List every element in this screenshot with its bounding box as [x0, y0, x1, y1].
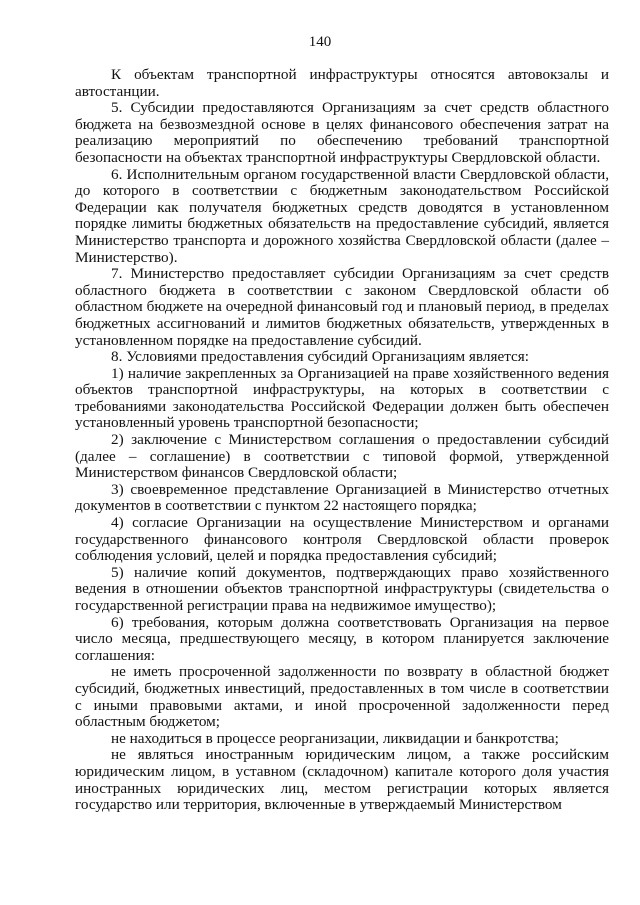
condition-5: 5) наличие копий документов, подтверждающих право хозяйственного ведения в отношении объектов транспортной инфраструктуры (свидетельства о государственной регистрации права на недвижимое имущество); — [75, 563, 609, 614]
condition-4: 4) согласие Организации на осуществление Министерством и органами государственного финансового контроля Свердловской области проверок соблюдения условий, целей и порядка предоставления субсидий; — [75, 514, 609, 565]
condition-6: 6) требования, которым должна соответствовать Организация на первое число месяца, предшествующего месяцу, в котором планируется заключение соглашения: — [75, 613, 609, 664]
paragraph-6-executive-body: 6. Исполнительным органом государственной власти Свердловской области, до которого в соответствии с бюджетным законодательством Российской Федерации как получателя бюджетных средств доводятся в установленном порядке лимиты бюджетных обязательств на предоставление субсидий, является Министерство транспорта и дорожного хозяйства Свердловской области (далее – Министерство). — [75, 165, 609, 266]
condition-2: 2) заключение с Министерством соглашения о предоставлении субсидий (далее – соглашение) в соответствии с типовой формой, утвержденной Министерством финансов Свердловской области; — [75, 431, 609, 482]
condition-1: 1) наличие закрепленных за Организацией на праве хозяйственного ведения объектов транспортной инфраструктуры, на которых в соответствии с требованиями законодательства Российской Федерации должен быть обеспечен установленный уровень транспортной безопасности; — [75, 364, 609, 432]
paragraph-5-subsidies: 5. Субсидии предоставляются Организациям за счет средств областного бюджета на безвозмездной основе в целях финансового обеспечения затрат на реализацию мероприятий по обеспечению требований транспортной безопасности на объектах транспортной инфраструктуры Свердловской области. — [75, 99, 609, 166]
requirement-no-debt: не иметь просроченной задолженности по возврату в областной бюджет субсидий, бюджетных инвестиций, предоставленных в том числе в соответствии с иными правовыми актами, и иной просроченной задолженности перед областным бюджетом; — [75, 663, 609, 731]
paragraph-8-conditions: 8. Условиями предоставления субсидий Организациям является: — [111, 348, 529, 366]
requirement-no-reorganization: не находиться в процессе реорганизации, ликвидации и банкротства; — [111, 729, 559, 747]
paragraph-bus-stations: К объектам транспортной инфраструктуры относятся автовокзалы и автостанции. — [75, 66, 609, 100]
condition-3: 3) своевременное представление Организацией в Министерство отчетных документов в соответствии с пунктом 22 настоящего порядка; — [75, 480, 609, 515]
requirement-not-foreign: не являться иностранным юридическим лицом, а также российским юридическим лицом, в уставном (складочном) капитале которого доля участия иностранных юридических лиц, местом регистрации которых является государство или территория, включенные в утверждаемый Министерством — [75, 746, 609, 814]
document-body — [75, 67, 609, 814]
paragraph-7-ministry: 7. Министерство предоставляет субсидии Организациям за счет средств областного бюджета в соответствии с законом Свердловской области об областном бюджете на очередной финансовый год и плановый период, в пределах бюджетных ассигнований и лимитов бюджетных обязательств, утвержденных в установленном порядке на предоставление субсидий. — [75, 265, 609, 349]
page-number: 140 — [308, 34, 332, 50]
